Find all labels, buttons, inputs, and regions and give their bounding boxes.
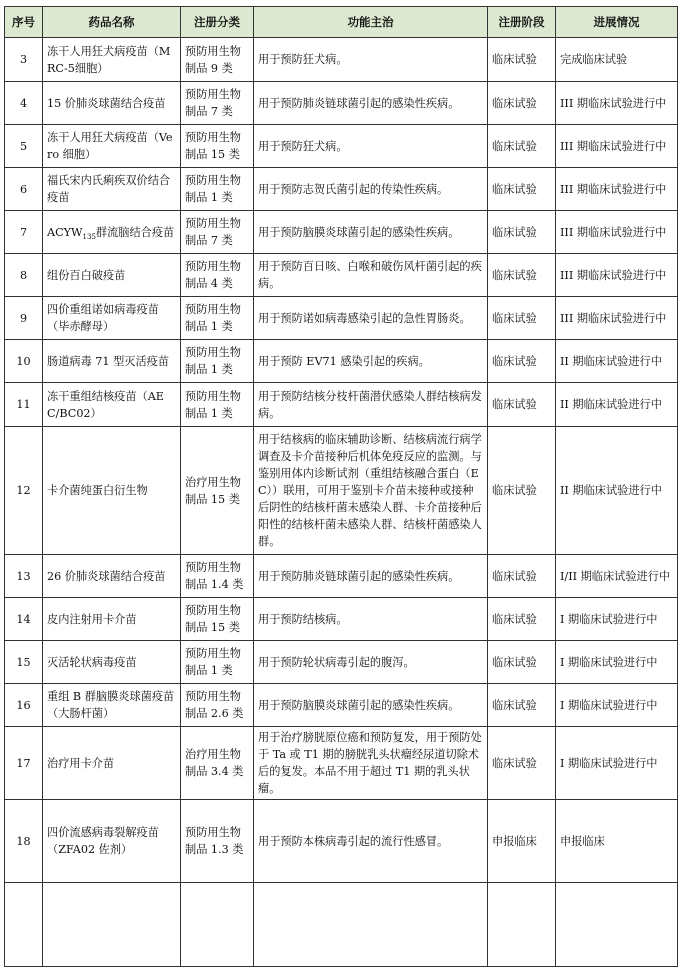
drug-name-prefix: ACYW: [47, 225, 83, 239]
drug-name-suffix: 群流脑结合疫苗: [95, 225, 175, 239]
table-body: [5, 38, 678, 967]
header-row: [5, 7, 678, 38]
row-progress: I 期临床试验进行中: [556, 641, 678, 684]
row-indication: 用于治疗膀胱原位癌和预防复发，用于预防处于 Ta 或 T1 期的膀胱乳头状瘤经尿道切除术后的复发。本品不用于超过 T1 期的乳头状瘤。: [254, 727, 488, 800]
row-category: 治疗用生物制品 15 类: [181, 427, 254, 555]
row-no: 9: [5, 297, 43, 340]
header-drug-name: 药品名称: [43, 7, 181, 38]
row-category: [181, 883, 254, 967]
row-drug-name: [43, 883, 181, 967]
table-row: [5, 598, 678, 641]
row-no: [5, 883, 43, 967]
row-no: 3: [5, 38, 43, 82]
row-no: 18: [5, 800, 43, 883]
row-indication: [254, 883, 488, 967]
table-row: [5, 883, 678, 967]
row-progress: II 期临床试验进行中: [556, 383, 678, 427]
row-no: 12: [5, 427, 43, 555]
table-row: [5, 254, 678, 297]
row-stage: [488, 883, 556, 967]
row-no: 14: [5, 598, 43, 641]
row-indication: 用于预防脑膜炎球菌引起的感染性疾病。: [254, 684, 488, 727]
table-row: [5, 125, 678, 168]
row-indication: 用于预防志贺氏菌引起的传染性疾病。: [254, 168, 488, 211]
table-row: [5, 727, 678, 800]
row-indication: 用于结核病的临床辅助诊断、结核病流行病学调查及卡介苗接种后机体免疫反应的监测。与鉴别用体内诊断试剂（重组结核融合蛋白（EC））联用，可用于鉴别卡介苗未接种或接种后阴性的结核杆菌未感染人群、卡介苗接种后阳性的结核杆菌未感染人群、结核杆菌感染人群。: [254, 427, 488, 555]
drug-name-subscript: 135: [82, 232, 96, 241]
drug-pipeline-table: [4, 6, 678, 967]
row-progress: I 期临床试验进行中: [556, 684, 678, 727]
row-no: 16: [5, 684, 43, 727]
row-category: 预防用生物制品 15 类: [181, 125, 254, 168]
row-indication: 用于预防 EV71 感染引起的疾病。: [254, 340, 488, 383]
row-drug-name: 组份百白破疫苗: [43, 254, 181, 297]
row-progress: III 期临床试验进行中: [556, 297, 678, 340]
row-drug-name: 四价流感病毒裂解疫苗（ZFA02 佐剂）: [43, 800, 181, 883]
row-indication: 用于预防本株病毒引起的流行性感冒。: [254, 800, 488, 883]
row-progress: [556, 883, 678, 967]
row-progress: II 期临床试验进行中: [556, 340, 678, 383]
row-stage: 临床试验: [488, 125, 556, 168]
row-progress: III 期临床试验进行中: [556, 211, 678, 254]
row-stage: 临床试验: [488, 684, 556, 727]
row-category: 预防用生物制品 1 类: [181, 340, 254, 383]
table-row: [5, 211, 678, 254]
row-category: 预防用生物制品 4 类: [181, 254, 254, 297]
row-progress: I 期临床试验进行中: [556, 727, 678, 800]
row-category: 预防用生物制品 1 类: [181, 168, 254, 211]
row-no: 8: [5, 254, 43, 297]
row-stage: 临床试验: [488, 555, 556, 598]
row-stage: 临床试验: [488, 727, 556, 800]
row-category: 预防用生物制品 9 类: [181, 38, 254, 82]
row-indication: 用于预防狂犬病。: [254, 125, 488, 168]
row-no: 15: [5, 641, 43, 684]
row-drug-name: 重组 B 群脑膜炎球菌疫苗（大肠杆菌）: [43, 684, 181, 727]
row-drug-name: 26 价肺炎球菌结合疫苗: [43, 555, 181, 598]
row-category: 预防用生物制品 1 类: [181, 383, 254, 427]
table-row: [5, 168, 678, 211]
table-row: [5, 684, 678, 727]
header-indication: 功能主治: [254, 7, 488, 38]
row-no: 6: [5, 168, 43, 211]
row-drug-name: 灭活轮状病毒疫苗: [43, 641, 181, 684]
row-drug-name: 福氏宋内氏痢疾双价结合疫苗: [43, 168, 181, 211]
row-stage: 临床试验: [488, 641, 556, 684]
row-no: 4: [5, 82, 43, 125]
row-drug-name: [43, 211, 181, 254]
table-row: [5, 383, 678, 427]
row-drug-name: 冻干重组结核疫苗（AEC/BC02）: [43, 383, 181, 427]
row-no: 5: [5, 125, 43, 168]
row-drug-name: 冻干人用狂犬病疫苗（MRC-5细胞）: [43, 38, 181, 82]
row-category: 预防用生物制品 7 类: [181, 82, 254, 125]
row-no: 7: [5, 211, 43, 254]
row-stage: 临床试验: [488, 297, 556, 340]
row-stage: 临床试验: [488, 340, 556, 383]
header-category: 注册分类: [181, 7, 254, 38]
table-row: [5, 800, 678, 883]
row-stage: 临床试验: [488, 82, 556, 125]
row-no: 13: [5, 555, 43, 598]
row-category: 预防用生物制品 1 类: [181, 297, 254, 340]
row-stage: 临床试验: [488, 598, 556, 641]
row-category: 预防用生物制品 1.4 类: [181, 555, 254, 598]
row-indication: 用于预防肺炎链球菌引起的感染性疾病。: [254, 82, 488, 125]
row-progress: I 期临床试验进行中: [556, 598, 678, 641]
row-progress: III 期临床试验进行中: [556, 82, 678, 125]
row-stage: 临床试验: [488, 211, 556, 254]
row-indication: 用于预防肺炎链球菌引起的感染性疾病。: [254, 555, 488, 598]
row-category: 预防用生物制品 1 类: [181, 641, 254, 684]
row-drug-name: 皮内注射用卡介苗: [43, 598, 181, 641]
row-drug-name: 15 价肺炎球菌结合疫苗: [43, 82, 181, 125]
row-category: 预防用生物制品 1.3 类: [181, 800, 254, 883]
row-progress: III 期临床试验进行中: [556, 125, 678, 168]
row-category: 治疗用生物制品 3.4 类: [181, 727, 254, 800]
row-category: 预防用生物制品 7 类: [181, 211, 254, 254]
row-indication: 用于预防脑膜炎球菌引起的感染性疾病。: [254, 211, 488, 254]
header-progress: 进展情况: [556, 7, 678, 38]
row-drug-name: 治疗用卡介苗: [43, 727, 181, 800]
row-stage: 临床试验: [488, 254, 556, 297]
table-row: [5, 82, 678, 125]
row-indication: 用于预防诺如病毒感染引起的急性胃肠炎。: [254, 297, 488, 340]
row-progress: I/II 期临床试验进行中: [556, 555, 678, 598]
row-progress: 完成临床试验: [556, 38, 678, 82]
row-drug-name: 卡介菌纯蛋白衍生物: [43, 427, 181, 555]
row-category: 预防用生物制品 2.6 类: [181, 684, 254, 727]
row-indication: 用于预防结核病。: [254, 598, 488, 641]
row-progress: III 期临床试验进行中: [556, 168, 678, 211]
table-row: [5, 427, 678, 555]
row-no: 11: [5, 383, 43, 427]
row-category: 预防用生物制品 15 类: [181, 598, 254, 641]
row-indication: 用于预防百日咳、白喉和破伤风杆菌引起的疾病。: [254, 254, 488, 297]
table-row: [5, 641, 678, 684]
row-stage: 临床试验: [488, 168, 556, 211]
row-indication: 用于预防结核分枝杆菌潜伏感染人群结核病发病。: [254, 383, 488, 427]
row-no: 17: [5, 727, 43, 800]
row-stage: 临床试验: [488, 427, 556, 555]
row-indication: 用于预防狂犬病。: [254, 38, 488, 82]
row-no: 10: [5, 340, 43, 383]
row-progress: 申报临床: [556, 800, 678, 883]
row-progress: III 期临床试验进行中: [556, 254, 678, 297]
table-header: [5, 7, 678, 38]
table-row: [5, 38, 678, 82]
row-progress: II 期临床试验进行中: [556, 427, 678, 555]
row-stage: 临床试验: [488, 383, 556, 427]
header-no: 序号: [5, 7, 43, 38]
row-indication: 用于预防轮状病毒引起的腹泻。: [254, 641, 488, 684]
table-row: [5, 297, 678, 340]
header-stage: 注册阶段: [488, 7, 556, 38]
row-drug-name: 肠道病毒 71 型灭活疫苗: [43, 340, 181, 383]
row-stage: 临床试验: [488, 38, 556, 82]
table-row: [5, 340, 678, 383]
row-drug-name: 冻干人用狂犬病疫苗（Vero 细胞）: [43, 125, 181, 168]
row-stage: 申报临床: [488, 800, 556, 883]
row-drug-name: 四价重组诺如病毒疫苗（毕赤酵母）: [43, 297, 181, 340]
table-row: [5, 555, 678, 598]
